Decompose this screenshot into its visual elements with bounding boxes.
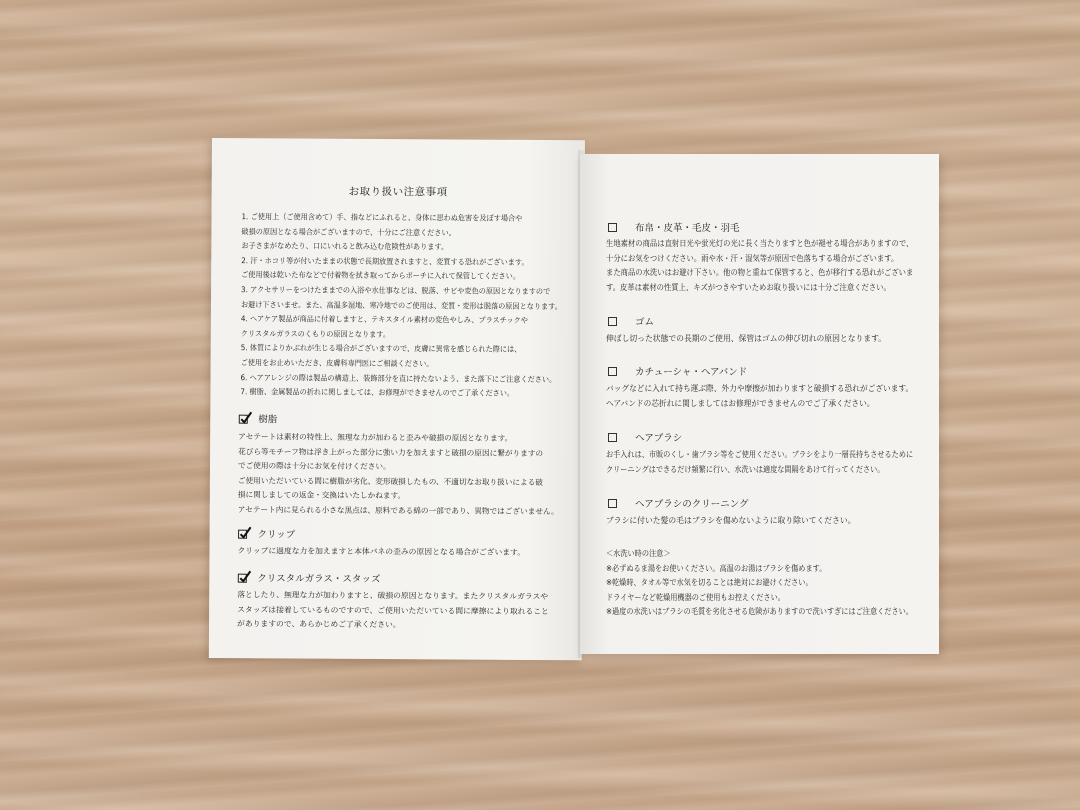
note-line: 4. ヘアケア製品が商品に付着しますと、テキスタイル素材の変色やしみ、プラスチックや (240, 314, 528, 326)
note-line: お子さまがなめたり、口にいれると飲み込む危険性があります。 (241, 241, 449, 252)
section-body-crystal (237, 588, 549, 634)
section-body-resin (238, 430, 566, 520)
section-line: でご使用の際は十分にお気を付けください。 (237, 461, 391, 472)
section-line: 落としたり、無理な力が加わりますと、破損の原因となります。またクリスタルガラスや (237, 590, 549, 602)
section-heading-label: ヘアブラシ (635, 433, 683, 444)
checkbox-icon (608, 317, 617, 326)
checkmark-icon (238, 411, 252, 425)
section-line: 花びら等モチーフ物は浮き上がった部分に強い力を加えますと破損の原因に繋がりますの (238, 446, 544, 458)
section-heading-label: 樹脂 (258, 414, 278, 426)
note-line: 6. ヘアアレンジの際は製品の構造上、装飾部分を直に持たないよう、また落下にご注意ください。 (240, 372, 557, 384)
section-heading-fabric (608, 220, 740, 234)
note-line: 7. 樹脂、金属製品の折れに関しましては、お修理ができませんのでご了承ください。 (240, 387, 515, 398)
checkmark-icon (238, 526, 252, 540)
section-heading-clip (238, 526, 296, 540)
washing-notes (606, 547, 939, 620)
section-line: ヘアバンドの芯折れに関しましてはお修理ができませんのでご了承ください。 (606, 398, 875, 408)
section-line: また商品の水洗いはお避け下さい。他の物と重ねて保管すると、色が移行する恐れがございま (606, 268, 914, 278)
section-line: バッグなどに入れて持ち運ぶ際、外力や摩擦が加わりますと破損する恐れがございます。 (606, 384, 914, 393)
checkbox-icon (608, 433, 617, 442)
section-line: ブラシに付いた髪の毛はブラシを傷めないように取り除いてください。 (606, 516, 856, 525)
note-line: お避け下さいませ。また、高温多湿地、寒冷地でのご使用は、変質・変形は脱落の原因となります。 (240, 299, 562, 311)
section-line: クリップに過度な力を加えますと本体バネの歪みの原因となる場合がございます。 (237, 546, 526, 557)
section-line: がありますので、あらかじめご了承ください。 (237, 619, 401, 630)
leaflet-right-page (580, 154, 939, 654)
washing-note-line: ※必ずぬるま湯をお使いください。高温のお湯はブラシを傷めます。 (606, 563, 827, 573)
note-line: 5. 体質によりかぶれが生じる場合がございますので、皮膚に異常を感じられた際には、 (240, 343, 522, 355)
section-line: す。皮革は素材の性質上、キズがつきやすいためお取り扱いには十分ご注意ください。 (606, 282, 891, 292)
caution-notes (240, 210, 585, 402)
section-heading-resin (238, 411, 277, 425)
section-line: 伸ばし切った状態での長期のご使用、保管はゴムの伸び切れの原因となります。 (606, 334, 887, 343)
note-line: ご使用をお止めいただき、皮膚科専門医にご相談ください。 (240, 358, 434, 369)
section-body-hairbrush (606, 448, 939, 477)
section-heading-rubber (608, 314, 654, 328)
note-line: 3. アクセサリーをつけたままでの入浴や水仕事などは、脱落、サビや変色の原因となりますので (241, 285, 551, 297)
section-line: ご使用いただいている間に樹脂が劣化、変形破損したもの、不適切なお取り扱いによる破 (237, 475, 543, 487)
note-line: 2. 汗・ホコリ等が付いたままの状態で長期放置されますと、変質する恐れがございます。 (241, 255, 529, 267)
note-line: 1. ご使用上（ご使用含めて）手、指などにふれると、身体に思わぬ危害を及ぼす場合や (241, 212, 523, 223)
leaflet-left-page (209, 138, 585, 660)
section-heading-headband (608, 364, 747, 378)
section-heading-hairbrush (608, 430, 682, 444)
checkbox-icon (608, 367, 617, 376)
section-heading-label: ゴム (635, 317, 655, 328)
page-title: お取り扱い注意事項 (348, 185, 448, 199)
note-line: クリスタルガラスのくもりの原因となります。 (240, 328, 391, 339)
section-heading-label: クリップ (257, 529, 296, 541)
washing-notes-title: ＜水洗い時の注意＞ (606, 549, 671, 558)
section-line: お手入れは、市販のくし・歯ブラシ等をご使用ください。ブラシをより一層長持ちさせるために (606, 450, 914, 459)
section-line: 生地素材の商品は直射日光や蛍光灯の光に長く当たりますと色が褪せる場合がありますので、 (606, 239, 914, 248)
section-line: アセテート内に見られる小さな黒点は、原料である綿の一部であり、異物ではございません。 (237, 505, 559, 517)
note-line: 破損の原因となる場合がございますので、十分にご注意ください。 (241, 226, 456, 238)
washing-note-line: ※乾燥時、タオル等で水気を切ることは絶対にお避けください。 (606, 578, 813, 588)
section-heading-label: カチューシャ・ヘアバンド (635, 367, 748, 378)
washing-note-line: ドライヤーなど乾燥用機器のご使用もお控えください。 (606, 592, 785, 602)
section-line: 十分にお気をつけください。雨や水・汗・湿気等が原因で色落ちする場合がございます。 (606, 253, 899, 263)
section-heading-brush-cleaning (608, 496, 749, 510)
section-line: アセテートは素材の特性上、無理な力が加わると歪みや破損の原因となります。 (238, 432, 513, 443)
checkbox-icon (608, 499, 617, 508)
section-body-clip (237, 544, 525, 560)
washing-note-line: ※過度の水洗いはブラシの毛質を劣化させる危険がありますので洗いすぎにはご注意ください。 (606, 607, 913, 617)
section-heading-label: クリスタルガラス・スタッズ (257, 573, 381, 586)
section-body-fabric (606, 237, 933, 295)
section-heading-crystal (237, 570, 380, 585)
section-body-headband (606, 382, 917, 411)
section-body-brush-cleaning (606, 514, 856, 529)
section-heading-label: 布帛・皮革・毛皮・羽毛 (635, 223, 740, 234)
note-line: ご使用後は乾いた布などで付着物を拭き取ってからポーチに入れて保管してください。 (241, 270, 521, 282)
section-heading-label: ヘアブラシのクリーニング (635, 499, 749, 510)
section-line: スタッズは接着しているものですので、ご使用いただいている間に摩擦により取れること (237, 604, 549, 616)
section-line: クリーニングはできるだけ頻繁に行い、水洗いは適度な間隔をあけて行ってください。 (606, 464, 885, 474)
section-body-rubber (606, 332, 886, 347)
section-line: 損に関しましての返金・交換はいたしかねます。 (237, 490, 406, 501)
checkbox-icon (608, 223, 617, 232)
checkmark-icon (237, 570, 251, 584)
